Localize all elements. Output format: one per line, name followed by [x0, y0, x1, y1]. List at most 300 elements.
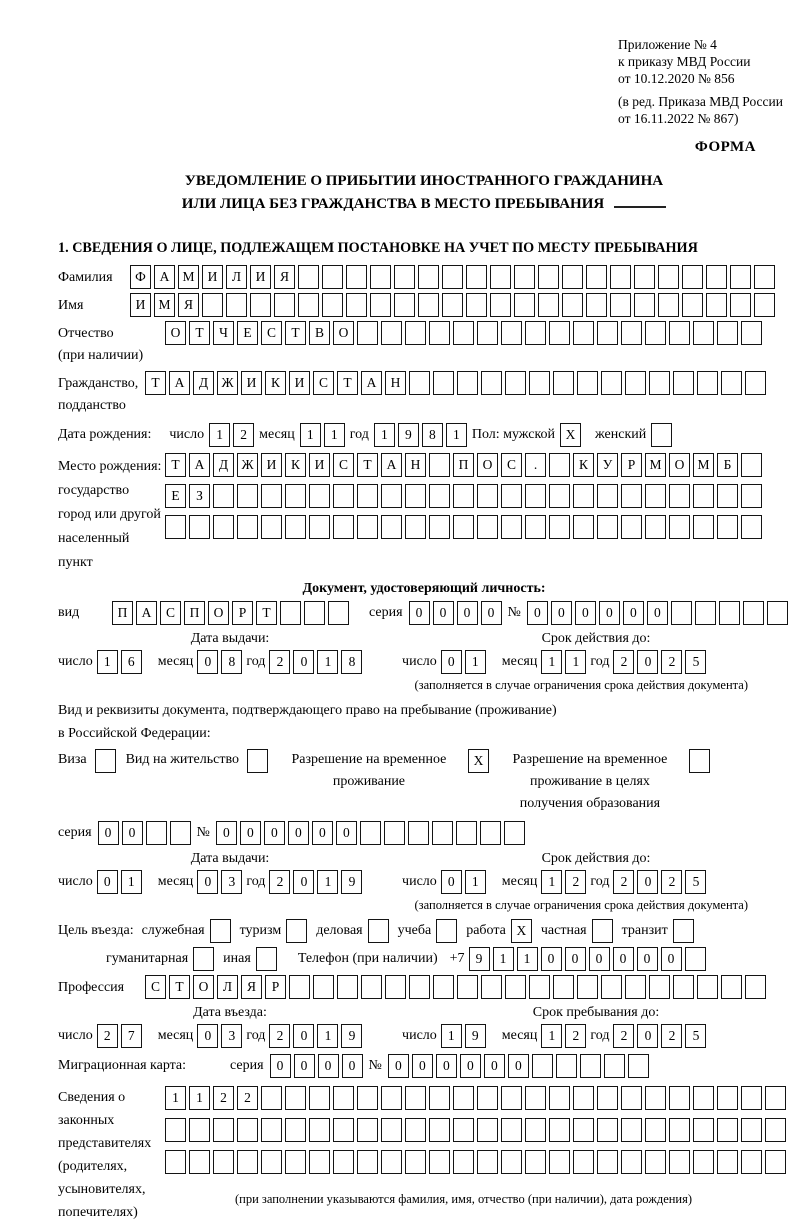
char-box[interactable]: К: [573, 453, 594, 477]
char-box[interactable]: [553, 975, 574, 999]
char-box[interactable]: 0: [637, 870, 658, 894]
char-box[interactable]: А: [136, 601, 157, 625]
char-box[interactable]: [573, 515, 594, 539]
char-box[interactable]: Л: [226, 265, 247, 289]
char-box[interactable]: [514, 265, 535, 289]
char-box[interactable]: С: [145, 975, 166, 999]
char-box[interactable]: [505, 371, 526, 395]
char-box[interactable]: О: [669, 453, 690, 477]
char-box[interactable]: [767, 601, 788, 625]
char-box[interactable]: [226, 293, 247, 317]
char-box[interactable]: 1: [465, 870, 486, 894]
char-box[interactable]: [501, 515, 522, 539]
char-box[interactable]: [480, 821, 501, 845]
char-box[interactable]: [466, 265, 487, 289]
char-box[interactable]: [549, 453, 570, 477]
char-box[interactable]: [717, 484, 738, 508]
char-box[interactable]: 9: [469, 947, 490, 971]
char-box[interactable]: И: [130, 293, 151, 317]
char-box[interactable]: [610, 293, 631, 317]
char-box[interactable]: [322, 265, 343, 289]
char-box[interactable]: 9: [341, 870, 362, 894]
char-box[interactable]: [261, 1150, 282, 1174]
char-box[interactable]: Н: [405, 453, 426, 477]
char-box[interactable]: [261, 1086, 282, 1110]
char-box[interactable]: [202, 293, 223, 317]
char-box[interactable]: [409, 975, 430, 999]
char-box[interactable]: 2: [269, 870, 290, 894]
char-box[interactable]: [765, 1150, 786, 1174]
char-box[interactable]: И: [309, 453, 330, 477]
char-box[interactable]: 1: [541, 650, 562, 674]
char-box[interactable]: [453, 321, 474, 345]
char-box[interactable]: [333, 1118, 354, 1142]
char-box[interactable]: [573, 1150, 594, 1174]
char-box[interactable]: Ч: [213, 321, 234, 345]
char-box[interactable]: 1: [300, 423, 321, 447]
char-box[interactable]: [621, 321, 642, 345]
char-box[interactable]: [429, 515, 450, 539]
char-box[interactable]: [477, 1118, 498, 1142]
char-box[interactable]: 1: [517, 947, 538, 971]
char-box[interactable]: [573, 321, 594, 345]
char-box[interactable]: 1: [317, 650, 338, 674]
purpose-official-checkbox[interactable]: [210, 919, 231, 943]
char-box[interactable]: 9: [465, 1024, 486, 1048]
char-box[interactable]: [408, 821, 429, 845]
char-box[interactable]: [346, 265, 367, 289]
char-box[interactable]: Т: [256, 601, 277, 625]
char-box[interactable]: З: [189, 484, 210, 508]
char-box[interactable]: [514, 293, 535, 317]
char-box[interactable]: 0: [293, 650, 314, 674]
char-box[interactable]: [549, 1118, 570, 1142]
char-box[interactable]: 0: [270, 1054, 291, 1078]
char-box[interactable]: [525, 1086, 546, 1110]
char-box[interactable]: Т: [357, 453, 378, 477]
char-box[interactable]: [669, 515, 690, 539]
char-box[interactable]: [562, 265, 583, 289]
char-box[interactable]: [741, 484, 762, 508]
char-box[interactable]: [741, 453, 762, 477]
char-box[interactable]: [669, 484, 690, 508]
char-box[interactable]: 0: [122, 821, 143, 845]
char-box[interactable]: 2: [565, 1024, 586, 1048]
char-box[interactable]: Р: [265, 975, 286, 999]
char-box[interactable]: 2: [613, 1024, 634, 1048]
char-box[interactable]: 0: [623, 601, 644, 625]
char-box[interactable]: [741, 1086, 762, 1110]
char-box[interactable]: 0: [409, 601, 430, 625]
char-box[interactable]: Ж: [217, 371, 238, 395]
char-box[interactable]: [706, 293, 727, 317]
char-box[interactable]: Е: [237, 321, 258, 345]
char-box[interactable]: [553, 371, 574, 395]
char-box[interactable]: 3: [221, 870, 242, 894]
char-box[interactable]: [719, 601, 740, 625]
char-box[interactable]: Ф: [130, 265, 151, 289]
char-box[interactable]: [669, 1086, 690, 1110]
char-box[interactable]: [394, 293, 415, 317]
char-box[interactable]: 1: [317, 870, 338, 894]
char-box[interactable]: [442, 265, 463, 289]
char-box[interactable]: М: [693, 453, 714, 477]
purpose-tourism-checkbox[interactable]: [286, 919, 307, 943]
char-box[interactable]: [556, 1054, 577, 1078]
char-box[interactable]: 0: [589, 947, 610, 971]
purpose-work-checkbox[interactable]: X: [511, 919, 532, 943]
char-box[interactable]: [429, 1150, 450, 1174]
char-box[interactable]: [333, 1086, 354, 1110]
char-box[interactable]: Ж: [237, 453, 258, 477]
char-box[interactable]: [357, 484, 378, 508]
char-box[interactable]: [346, 293, 367, 317]
char-box[interactable]: [549, 321, 570, 345]
char-box[interactable]: О: [333, 321, 354, 345]
char-box[interactable]: [529, 975, 550, 999]
char-box[interactable]: [189, 515, 210, 539]
char-box[interactable]: 0: [599, 601, 620, 625]
char-box[interactable]: [697, 975, 718, 999]
char-box[interactable]: [706, 265, 727, 289]
char-box[interactable]: [604, 1054, 625, 1078]
char-box[interactable]: 0: [647, 601, 668, 625]
char-box[interactable]: Б: [717, 453, 738, 477]
char-box[interactable]: [634, 293, 655, 317]
char-box[interactable]: [745, 975, 766, 999]
char-box[interactable]: [381, 321, 402, 345]
char-box[interactable]: [433, 371, 454, 395]
char-box[interactable]: [309, 515, 330, 539]
char-box[interactable]: [381, 1118, 402, 1142]
char-box[interactable]: 0: [541, 947, 562, 971]
char-box[interactable]: [693, 1086, 714, 1110]
char-box[interactable]: [213, 515, 234, 539]
char-box[interactable]: [477, 1086, 498, 1110]
char-box[interactable]: 0: [441, 650, 462, 674]
char-box[interactable]: [189, 1118, 210, 1142]
char-box[interactable]: 0: [388, 1054, 409, 1078]
residence-permit-checkbox[interactable]: [247, 749, 268, 773]
purpose-study-checkbox[interactable]: [436, 919, 457, 943]
char-box[interactable]: 0: [441, 870, 462, 894]
char-box[interactable]: [429, 1118, 450, 1142]
char-box[interactable]: [610, 265, 631, 289]
char-box[interactable]: [549, 484, 570, 508]
char-box[interactable]: [313, 975, 334, 999]
char-box[interactable]: [333, 515, 354, 539]
char-box[interactable]: [490, 293, 511, 317]
char-box[interactable]: С: [501, 453, 522, 477]
char-box[interactable]: [189, 1150, 210, 1174]
char-box[interactable]: И: [261, 453, 282, 477]
char-box[interactable]: 0: [293, 1024, 314, 1048]
char-box[interactable]: 1: [121, 870, 142, 894]
char-box[interactable]: .: [525, 453, 546, 477]
char-box[interactable]: [285, 515, 306, 539]
char-box[interactable]: [717, 321, 738, 345]
char-box[interactable]: 1: [189, 1086, 210, 1110]
char-box[interactable]: [381, 515, 402, 539]
char-box[interactable]: С: [333, 453, 354, 477]
char-box[interactable]: [429, 453, 450, 477]
purpose-business-checkbox[interactable]: [368, 919, 389, 943]
char-box[interactable]: 0: [527, 601, 548, 625]
char-box[interactable]: 0: [637, 650, 658, 674]
char-box[interactable]: [645, 1086, 666, 1110]
char-box[interactable]: О: [193, 975, 214, 999]
char-box[interactable]: [285, 484, 306, 508]
char-box[interactable]: [621, 515, 642, 539]
char-box[interactable]: 0: [197, 650, 218, 674]
char-box[interactable]: [743, 601, 764, 625]
char-box[interactable]: 0: [97, 870, 118, 894]
char-box[interactable]: 2: [661, 1024, 682, 1048]
char-box[interactable]: [658, 293, 679, 317]
char-box[interactable]: [505, 975, 526, 999]
char-box[interactable]: [645, 321, 666, 345]
char-box[interactable]: М: [645, 453, 666, 477]
char-box[interactable]: [625, 975, 646, 999]
char-box[interactable]: 2: [269, 1024, 290, 1048]
char-box[interactable]: [456, 821, 477, 845]
char-box[interactable]: [765, 1086, 786, 1110]
char-box[interactable]: [457, 975, 478, 999]
char-box[interactable]: 0: [412, 1054, 433, 1078]
char-box[interactable]: 1: [446, 423, 467, 447]
char-box[interactable]: [409, 371, 430, 395]
char-box[interactable]: 2: [269, 650, 290, 674]
char-box[interactable]: [577, 975, 598, 999]
char-box[interactable]: [304, 601, 325, 625]
char-box[interactable]: О: [477, 453, 498, 477]
char-box[interactable]: [586, 265, 607, 289]
char-box[interactable]: 1: [541, 1024, 562, 1048]
purpose-other-checkbox[interactable]: [256, 947, 277, 971]
char-box[interactable]: 0: [508, 1054, 529, 1078]
char-box[interactable]: 0: [637, 1024, 658, 1048]
char-box[interactable]: [621, 1118, 642, 1142]
char-box[interactable]: [673, 975, 694, 999]
char-box[interactable]: [671, 601, 692, 625]
char-box[interactable]: [405, 321, 426, 345]
char-box[interactable]: [481, 975, 502, 999]
char-box[interactable]: Д: [213, 453, 234, 477]
char-box[interactable]: [754, 293, 775, 317]
char-box[interactable]: 1: [165, 1086, 186, 1110]
char-box[interactable]: [693, 484, 714, 508]
char-box[interactable]: Т: [285, 321, 306, 345]
purpose-private-checkbox[interactable]: [592, 919, 613, 943]
char-box[interactable]: [289, 975, 310, 999]
char-box[interactable]: Т: [145, 371, 166, 395]
char-box[interactable]: 1: [317, 1024, 338, 1048]
char-box[interactable]: 0: [318, 1054, 339, 1078]
char-box[interactable]: [741, 1118, 762, 1142]
char-box[interactable]: [693, 321, 714, 345]
char-box[interactable]: [213, 1118, 234, 1142]
char-box[interactable]: [237, 1118, 258, 1142]
char-box[interactable]: [501, 1118, 522, 1142]
char-box[interactable]: [754, 265, 775, 289]
char-box[interactable]: [442, 293, 463, 317]
char-box[interactable]: [597, 484, 618, 508]
char-box[interactable]: 1: [465, 650, 486, 674]
char-box[interactable]: 2: [565, 870, 586, 894]
char-box[interactable]: [309, 1118, 330, 1142]
char-box[interactable]: [165, 515, 186, 539]
char-box[interactable]: А: [381, 453, 402, 477]
char-box[interactable]: [261, 484, 282, 508]
char-box[interactable]: [429, 321, 450, 345]
char-box[interactable]: [504, 821, 525, 845]
char-box[interactable]: 0: [293, 870, 314, 894]
char-box[interactable]: 1: [441, 1024, 462, 1048]
char-box[interactable]: [745, 371, 766, 395]
char-box[interactable]: 0: [575, 601, 596, 625]
visa-checkbox[interactable]: [95, 749, 116, 773]
char-box[interactable]: [621, 1086, 642, 1110]
char-box[interactable]: [501, 1086, 522, 1110]
char-box[interactable]: 0: [197, 870, 218, 894]
char-box[interactable]: [649, 371, 670, 395]
char-box[interactable]: [381, 1150, 402, 1174]
char-box[interactable]: 3: [221, 1024, 242, 1048]
char-box[interactable]: [625, 371, 646, 395]
char-box[interactable]: 9: [398, 423, 419, 447]
char-box[interactable]: [477, 321, 498, 345]
char-box[interactable]: [285, 1150, 306, 1174]
char-box[interactable]: [333, 484, 354, 508]
char-box[interactable]: 0: [294, 1054, 315, 1078]
char-box[interactable]: [328, 601, 349, 625]
char-box[interactable]: 5: [685, 650, 706, 674]
char-box[interactable]: 1: [493, 947, 514, 971]
char-box[interactable]: [580, 1054, 601, 1078]
char-box[interactable]: [717, 515, 738, 539]
char-box[interactable]: [573, 484, 594, 508]
gender-male-checkbox[interactable]: X: [560, 423, 581, 447]
char-box[interactable]: Т: [189, 321, 210, 345]
char-box[interactable]: [481, 371, 502, 395]
char-box[interactable]: [274, 293, 295, 317]
char-box[interactable]: [621, 1150, 642, 1174]
char-box[interactable]: [433, 975, 454, 999]
char-box[interactable]: [601, 975, 622, 999]
char-box[interactable]: [466, 293, 487, 317]
char-box[interactable]: [721, 975, 742, 999]
char-box[interactable]: 0: [312, 821, 333, 845]
char-box[interactable]: [298, 293, 319, 317]
char-box[interactable]: [685, 947, 706, 971]
char-box[interactable]: 2: [237, 1086, 258, 1110]
char-box[interactable]: И: [202, 265, 223, 289]
char-box[interactable]: С: [313, 371, 334, 395]
char-box[interactable]: [601, 371, 622, 395]
char-box[interactable]: 8: [422, 423, 443, 447]
char-box[interactable]: У: [597, 453, 618, 477]
char-box[interactable]: [361, 975, 382, 999]
char-box[interactable]: [597, 1150, 618, 1174]
char-box[interactable]: [357, 1086, 378, 1110]
char-box[interactable]: [529, 371, 550, 395]
char-box[interactable]: [170, 821, 191, 845]
char-box[interactable]: Т: [169, 975, 190, 999]
char-box[interactable]: [357, 1150, 378, 1174]
char-box[interactable]: Р: [621, 453, 642, 477]
char-box[interactable]: Е: [165, 484, 186, 508]
char-box[interactable]: 2: [613, 650, 634, 674]
char-box[interactable]: 0: [457, 601, 478, 625]
char-box[interactable]: [381, 484, 402, 508]
char-box[interactable]: [237, 484, 258, 508]
char-box[interactable]: [741, 515, 762, 539]
char-box[interactable]: О: [208, 601, 229, 625]
char-box[interactable]: Т: [337, 371, 358, 395]
char-box[interactable]: [405, 1150, 426, 1174]
char-box[interactable]: 0: [264, 821, 285, 845]
char-box[interactable]: [298, 265, 319, 289]
char-box[interactable]: [385, 975, 406, 999]
char-box[interactable]: 0: [481, 601, 502, 625]
char-box[interactable]: [213, 484, 234, 508]
char-box[interactable]: [405, 484, 426, 508]
char-box[interactable]: А: [169, 371, 190, 395]
char-box[interactable]: С: [160, 601, 181, 625]
char-box[interactable]: А: [361, 371, 382, 395]
char-box[interactable]: [453, 1150, 474, 1174]
char-box[interactable]: [280, 601, 301, 625]
char-box[interactable]: [549, 1150, 570, 1174]
char-box[interactable]: 7: [121, 1024, 142, 1048]
char-box[interactable]: 0: [98, 821, 119, 845]
char-box[interactable]: [237, 1150, 258, 1174]
char-box[interactable]: [525, 321, 546, 345]
char-box[interactable]: П: [453, 453, 474, 477]
char-box[interactable]: [146, 821, 167, 845]
char-box[interactable]: 1: [565, 650, 586, 674]
char-box[interactable]: 2: [661, 650, 682, 674]
char-box[interactable]: [477, 1150, 498, 1174]
char-box[interactable]: [285, 1118, 306, 1142]
char-box[interactable]: Н: [385, 371, 406, 395]
char-box[interactable]: [213, 1150, 234, 1174]
char-box[interactable]: [634, 265, 655, 289]
char-box[interactable]: 1: [541, 870, 562, 894]
char-box[interactable]: [357, 1118, 378, 1142]
char-box[interactable]: [697, 371, 718, 395]
char-box[interactable]: [165, 1118, 186, 1142]
char-box[interactable]: М: [154, 293, 175, 317]
char-box[interactable]: Я: [274, 265, 295, 289]
char-box[interactable]: 0: [240, 821, 261, 845]
char-box[interactable]: [490, 265, 511, 289]
char-box[interactable]: 5: [685, 870, 706, 894]
char-box[interactable]: [669, 1150, 690, 1174]
char-box[interactable]: [357, 515, 378, 539]
char-box[interactable]: [693, 1150, 714, 1174]
char-box[interactable]: Д: [193, 371, 214, 395]
char-box[interactable]: К: [285, 453, 306, 477]
temp-residence-checkbox[interactable]: X: [468, 749, 489, 773]
char-box[interactable]: [237, 515, 258, 539]
char-box[interactable]: 0: [484, 1054, 505, 1078]
char-box[interactable]: [261, 515, 282, 539]
char-box[interactable]: [573, 1118, 594, 1142]
char-box[interactable]: [370, 265, 391, 289]
char-box[interactable]: 1: [97, 650, 118, 674]
char-box[interactable]: [765, 1118, 786, 1142]
